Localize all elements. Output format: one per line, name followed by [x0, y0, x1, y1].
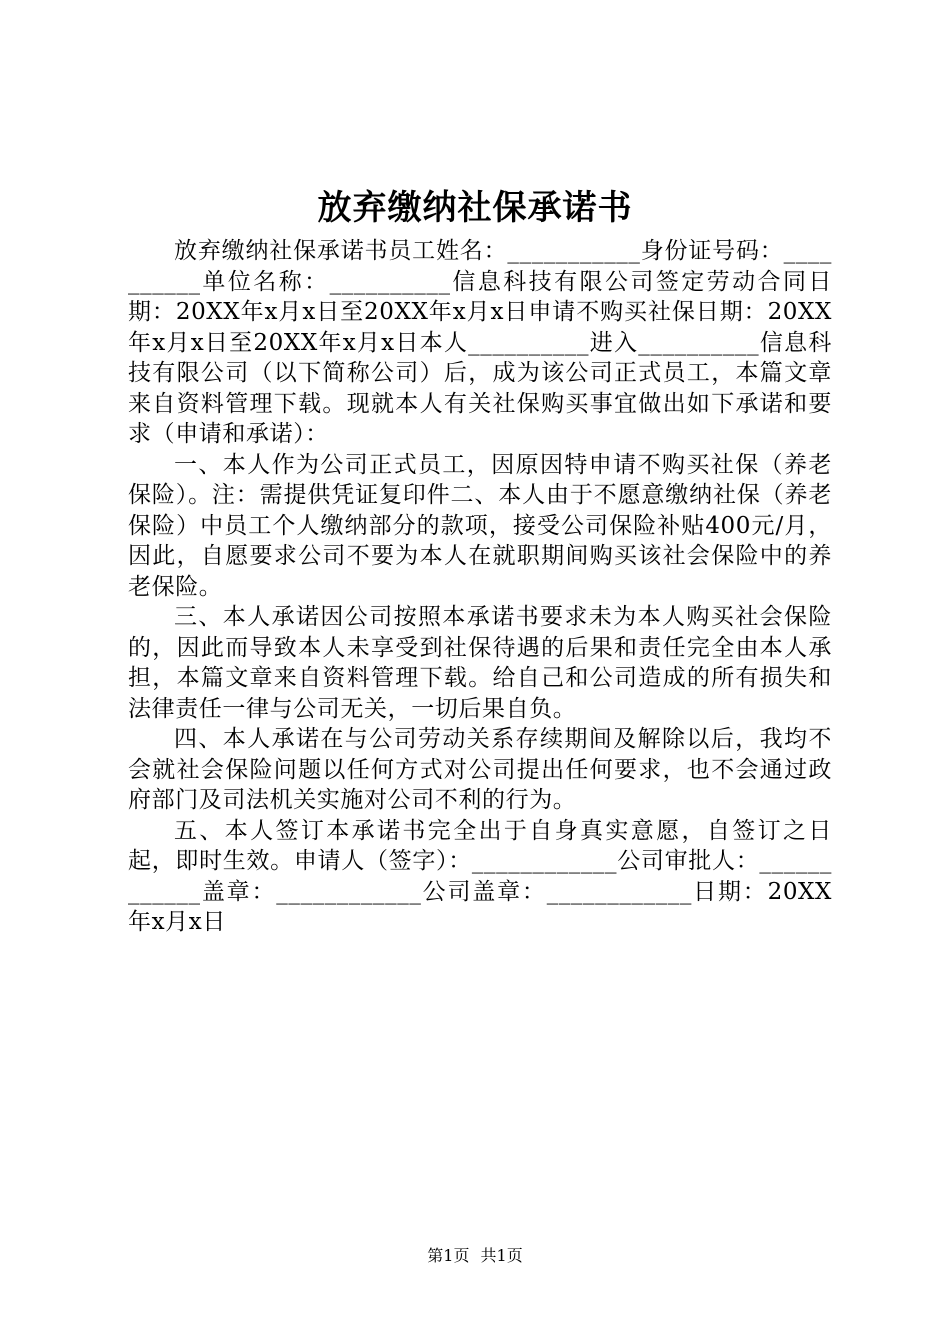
- paragraph-item-one-two: 一、本人作为公司正式员工，因原因特申请不购买社保（养老保险）。注：需提供凭证复印件二、本人由于不愿意缴纳社保（养老保险）中员工个人缴纳部分的款项，接受公司保险补贴400元/月，因此，自愿要求公司不要为本人在就职期间购买该社会保险中的养老保险。: [128, 451, 832, 600]
- page-number: 第1页: [427, 1246, 470, 1265]
- paragraph-item-three: 三、本人承诺因公司按照本承诺书要求未为本人购买社会保险的，因此而导致本人未享受到社保待遇的后果和责任完全由本人承担，本篇文章来自资料管理下载。给自己和公司造成的所有损失和法律责任一律与公司无关，一切后果自负。: [128, 604, 832, 722]
- paragraph-item-five: 五、本人签订本承诺书完全出于自身真实意愿，自签订之日起，即时生效。申请人（签字）：____________公司审批人：____________盖章：____________公司盖章：____________日期：20XX年x月x日: [128, 817, 832, 935]
- paragraph-intro: 放弃缴纳社保承诺书员工姓名：___________身份证号码：__________单位名称：__________信息科技有限公司签定劳动合同日期：20XX年x月x日至20XX年x月x日申请不购买社保日期：20XX年x月x日至20XX年x月x日本人__________进入__________信息科技有限公司（以下简称公司）后，成为该公司正式员工，本篇文章来自资料管理下载。现就本人有关社保购买事宜做出如下承诺和要求（申请和承诺）：: [128, 238, 832, 447]
- document-body: [128, 236, 832, 938]
- document-title: 放弃缴纳社保承诺书: [317, 188, 633, 228]
- page-total: 共1页: [480, 1246, 523, 1265]
- paragraph-item-four: 四、本人承诺在与公司劳动关系存续期间及解除以后，我均不会就社会保险问题以任何方式对公司提出任何要求，也不会通过政府部门及司法机关实施对公司不利的行为。: [128, 726, 832, 813]
- page-footer: [0, 1244, 950, 1268]
